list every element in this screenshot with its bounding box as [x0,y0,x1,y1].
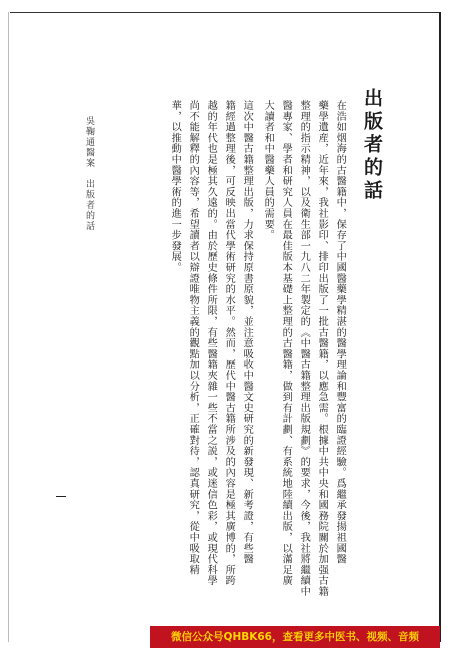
page-edge-left [8,12,9,642]
page-title: 出版者的話 [361,88,383,203]
text-column-9: 尚不能解釋的內容等，希望讀者以辯證唯物主義的觀點加以分析，正確對待，認真研究，從中吸取精 [187,100,199,576]
text-column-6: 這次中醫古籍整理出版，力求保持原書原貌，並注意吸收中醫文史研究的新發現、新考證，有些醫 [241,100,253,565]
text-column-3: 整理的指示精神，以及衛生部一九八二年製定的《中醫古籍整理出版規劃》的要求，今後，我社將繼續中 [298,100,310,597]
text-column-7: 籍經過整理後，可反映出當代學術研究的水平。然而，歷代中醫古籍所涉及的內容是極其廣博的，所跨 [223,100,235,586]
page-edge-right [439,12,441,642]
text-column-2: 藥學遺産，近年來，我社影印、排印出版了一批古醫籍，以應急需。根據中共中央和國務院關於加强古籍 [316,100,328,597]
page-number-dash [56,496,66,497]
text-column-10: 華，以推動中醫學術的進一步發展。 [169,100,181,273]
text-column-8: 越的年代也是極其久遠的。由於歷史條件所限，有些醫籍夾雜一些不當之説，或迷信色彩，或現代科學 [205,100,217,586]
watermark-banner: 微信公众号QHBK66，查看更多中医书、视频、音频 [150,626,440,648]
text-column-1: 在浩如烟海的古醫籍中，保存了中國醫藥學精湛的醫學理論和豐富的臨證經驗。爲繼承發揚祖國醫 [334,100,346,565]
text-column-5: 大讀者和中醫藥人員的需要。 [262,100,274,241]
text-column-4: 醫專家、學者和研究人員在最佳版本基礎上整理的古醫籍，做到有計劃、有系統地陸續出版，以滿足廣 [280,100,292,586]
page-edge-top [10,12,440,13]
running-header: 吳鞠通醫案 出版者的話 [84,116,94,232]
